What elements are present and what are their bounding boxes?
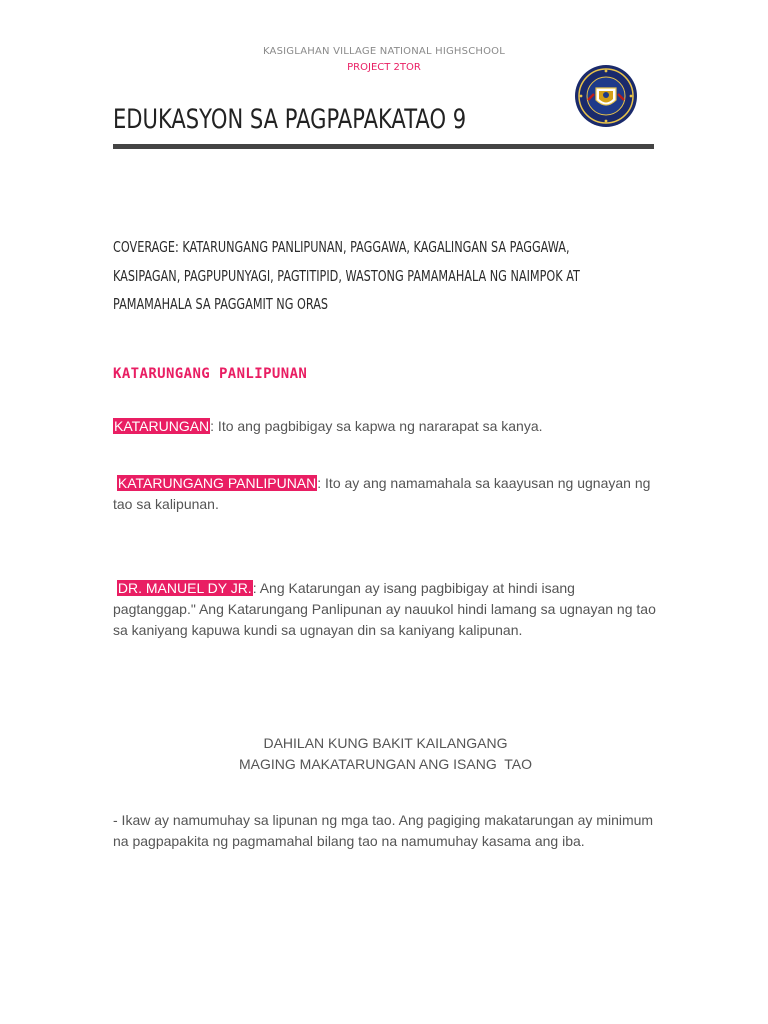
highlighted-term: KATARUNGANG PANLIPUNAN: [117, 475, 317, 491]
school-name: KASIGLAHAN VILLAGE NATIONAL HIGHSCHOOL: [262, 46, 506, 57]
reason-heading-line1: DAHILAN KUNG BAKIT KAILANGANG: [263, 735, 508, 751]
page-title: EDUKASYON SA PAGPAPAKATAO 9: [113, 104, 467, 135]
reason-paragraph: - Ikaw ay namumuhay sa lipunan ng mga tao. Ang pagiging makatarungan ay minimum na pagpapakita ng pagmamahal bilang tao na namumuhay kasama ang iba.: [113, 812, 654, 849]
definition-text: : Ito ang pagbibigay sa kapwa ng nararapat sa kanya.: [210, 418, 543, 434]
definition-paragraph: [113, 473, 658, 515]
highlighted-term: DR. MANUEL DY JR.: [117, 580, 252, 596]
definition-text: : Ang Katarungan ay isang pagbibigay at hindi isang pagtanggap." Ang Katarungang Panlipunan ay nauukol hindi lamang sa ugnayan ng tao sa kaniyang kapuwa kundi sa ugnayan din sa kaniyang kalipunan.: [113, 580, 656, 638]
coverage-text: COVERAGE: KATARUNGANG PANLIPUNAN, PAGGAWA, KAGALINGAN SA PAGGAWA, KASIPAGAN, PAGPUPUNYAGI, PAGTITIPID, WASTONG PAMAMAHALA NG NAIMPOK AT PAMAMAHALA SA PAGGAMIT NG ORAS: [113, 238, 580, 313]
definition-paragraph: [113, 416, 658, 437]
title-divider: [113, 144, 654, 149]
section-title: KATARUNGANG PANLIPUNAN: [113, 366, 308, 382]
highlighted-term: KATARUNGAN: [114, 418, 210, 434]
definition-text: : Ito ay ang namamahala sa kaayusan ng ugnayan ng tao sa kalipunan.: [113, 475, 651, 512]
project-name: PROJECT 2TOR: [347, 62, 421, 73]
school-seal-icon: [574, 64, 638, 128]
reason-heading: [113, 733, 658, 775]
reason-heading-line2: MAGING MAKATARUNGAN ANG ISANG TAO: [238, 756, 532, 772]
definition-paragraph: [113, 578, 658, 641]
